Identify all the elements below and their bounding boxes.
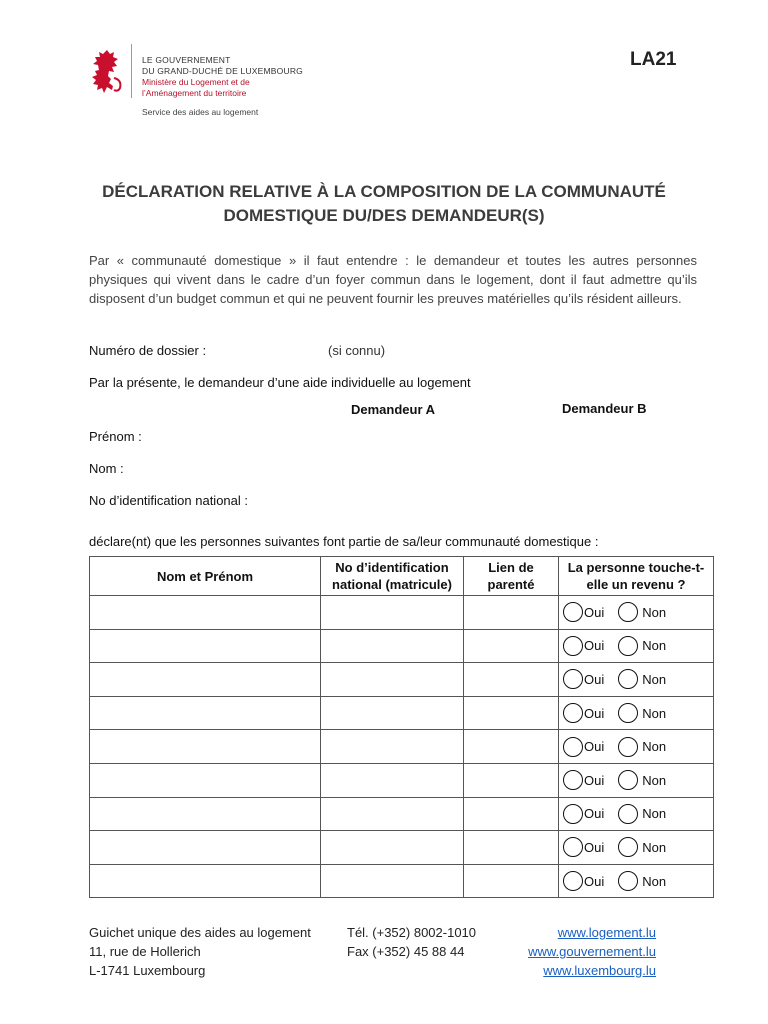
footer-address: [89, 923, 311, 980]
income-no-option[interactable]: [618, 737, 666, 757]
national-id-cell[interactable]: [321, 730, 464, 764]
table-row: [90, 596, 714, 630]
income-no-option[interactable]: [618, 804, 666, 824]
national-id-cell[interactable]: [321, 797, 464, 831]
radio-yes[interactable]: [563, 703, 583, 723]
radio-no[interactable]: [618, 602, 638, 622]
header-relation-line-1: Lien de: [488, 560, 534, 575]
income-yes-option[interactable]: [563, 871, 604, 891]
header-national-id: [321, 557, 464, 596]
table-row: [90, 831, 714, 865]
income-no-option[interactable]: [618, 669, 666, 689]
footer-city: L-1741 Luxembourg: [89, 963, 206, 978]
title-line-2: DOMESTIQUE DU/DES DEMANDEUR(S): [223, 206, 545, 225]
dossier-label: Numéro de dossier :: [89, 343, 207, 358]
table-row: [90, 730, 714, 764]
name-cell[interactable]: [90, 864, 321, 898]
radio-no[interactable]: [618, 669, 638, 689]
footer-street: 11, rue de Hollerich: [89, 944, 201, 959]
radio-yes-label: Oui: [584, 772, 605, 788]
applicant-b-heading: Demandeur B: [562, 401, 647, 416]
intro-paragraph: Par « communauté domestique » il faut entendre : le demandeur et toutes les autres personnes physiques qui vivent dans le cadre d’un foyer commun dans le logement, dont il faut admettre qu’ils disposent d’un budget commun et qui ne peuvent fournir les preuves matérielles qu’ils résident ailleurs.: [89, 253, 697, 306]
income-no-option[interactable]: [618, 602, 666, 622]
ministry-line-1: Ministère du Logement et de: [142, 77, 250, 87]
radio-yes[interactable]: [563, 636, 583, 656]
table-row: [90, 663, 714, 697]
national-id-label: No d’identification national :: [89, 493, 248, 508]
income-yes-option[interactable]: [563, 737, 604, 757]
footer-org: Guichet unique des aides au logement: [89, 925, 311, 940]
relation-cell[interactable]: [464, 663, 559, 697]
logo-line-grand-duchy: DU GRAND-DUCHÉ DE LUXEMBOURG: [142, 66, 303, 76]
relation-cell[interactable]: [464, 831, 559, 865]
header-income: [559, 557, 714, 596]
radio-yes-label: Oui: [584, 839, 605, 855]
radio-yes[interactable]: [563, 602, 583, 622]
name-cell[interactable]: [90, 831, 321, 865]
table-row: [90, 864, 714, 898]
radio-yes-label: Oui: [584, 671, 605, 687]
name-cell[interactable]: [90, 763, 321, 797]
income-no-option[interactable]: [618, 703, 666, 723]
radio-yes[interactable]: [563, 669, 583, 689]
form-code: LA21: [630, 49, 677, 70]
income-cell: [559, 730, 714, 764]
footer-fax: Fax (+352) 45 88 44: [347, 944, 465, 959]
name-cell[interactable]: [90, 730, 321, 764]
radio-yes-label: Oui: [584, 705, 605, 721]
header-national-id-line-2: national (matricule): [332, 577, 452, 592]
income-no-option[interactable]: [618, 770, 666, 790]
logo-line-government: LE GOUVERNEMENT: [142, 55, 231, 65]
ministry-line-2: l’Aménagement du territoire: [142, 88, 247, 98]
income-options: [559, 669, 713, 689]
radio-yes[interactable]: [563, 871, 583, 891]
header-relation: [464, 557, 559, 596]
relation-cell[interactable]: [464, 730, 559, 764]
income-no-option[interactable]: [618, 636, 666, 656]
radio-no-label: Non: [642, 671, 667, 687]
income-yes-option[interactable]: [563, 770, 604, 790]
relation-cell[interactable]: [464, 596, 559, 630]
name-cell[interactable]: [90, 797, 321, 831]
relation-cell[interactable]: [464, 763, 559, 797]
income-yes-option[interactable]: [563, 837, 604, 857]
link-luxembourg[interactable]: www.luxembourg.lu: [543, 963, 656, 978]
national-id-cell[interactable]: [321, 763, 464, 797]
table-body: [90, 596, 714, 898]
footer-tel: Tél. (+352) 8002-1010: [347, 925, 477, 940]
income-cell: [559, 864, 714, 898]
income-yes-option[interactable]: [563, 804, 604, 824]
government-logo-text: [142, 55, 303, 99]
name-cell[interactable]: [90, 663, 321, 697]
radio-no[interactable]: [618, 636, 638, 656]
footer-contact: [347, 923, 476, 961]
relation-cell[interactable]: [464, 864, 559, 898]
radio-yes-label: Oui: [584, 638, 605, 654]
header-income-line-2: elle un revenu ?: [586, 577, 686, 592]
declaration-text: déclare(nt) que les personnes suivantes font partie de sa/leur communauté domestique :: [89, 534, 599, 549]
income-cell: [559, 831, 714, 865]
header-income-line-1: La personne touche-t-: [567, 560, 705, 575]
radio-no-label: Non: [642, 638, 667, 654]
national-id-cell[interactable]: [321, 864, 464, 898]
national-id-cell[interactable]: [321, 696, 464, 730]
radio-yes[interactable]: [563, 804, 583, 824]
radio-yes-label: Oui: [584, 873, 605, 889]
radio-no-label: Non: [642, 772, 667, 788]
income-options: [559, 837, 713, 857]
income-no-option[interactable]: [618, 871, 666, 891]
radio-no[interactable]: [618, 770, 638, 790]
income-options: [559, 871, 713, 891]
table-row: [90, 797, 714, 831]
radio-no[interactable]: [618, 737, 638, 757]
radio-no-label: Non: [642, 604, 667, 620]
header-name: Nom et Prénom: [90, 557, 321, 596]
footer-links: [470, 923, 656, 980]
header-national-id-line-1: No d’identification: [335, 560, 449, 575]
name-cell[interactable]: [90, 596, 321, 630]
income-no-option[interactable]: [618, 837, 666, 857]
income-options: [559, 636, 713, 656]
relation-cell[interactable]: [464, 797, 559, 831]
radio-yes[interactable]: [563, 770, 583, 790]
radio-no[interactable]: [618, 837, 638, 857]
national-id-cell[interactable]: [321, 596, 464, 630]
table-row: [90, 629, 714, 663]
radio-no-label: Non: [642, 705, 667, 721]
income-yes-option[interactable]: [563, 602, 604, 622]
prenom-label: Prénom :: [89, 429, 142, 444]
income-yes-option[interactable]: [563, 636, 604, 656]
household-members-table: [89, 556, 714, 898]
income-cell: [559, 797, 714, 831]
applicant-a-heading: Demandeur A: [351, 402, 436, 417]
radio-no[interactable]: [618, 804, 638, 824]
document-title: [90, 180, 678, 228]
income-cell: [559, 763, 714, 797]
table-row: [90, 763, 714, 797]
radio-no[interactable]: [618, 703, 638, 723]
income-options: [559, 770, 713, 790]
income-options: [559, 602, 713, 622]
luxembourg-lion-icon: [90, 48, 124, 94]
table-row: [90, 696, 714, 730]
dossier-hint: (si connu): [328, 343, 386, 358]
radio-no-label: Non: [642, 839, 667, 855]
radio-yes-label: Oui: [584, 604, 605, 620]
radio-no-label: Non: [642, 806, 667, 822]
nom-label: Nom :: [89, 461, 124, 476]
income-cell: [559, 663, 714, 697]
radio-yes[interactable]: [563, 737, 583, 757]
name-cell[interactable]: [90, 696, 321, 730]
radio-yes-label: Oui: [584, 739, 605, 755]
radio-no-label: Non: [642, 873, 667, 889]
relation-cell[interactable]: [464, 629, 559, 663]
service-name: Service des aides au logement: [142, 107, 259, 117]
income-options: [559, 737, 713, 757]
income-options: [559, 703, 713, 723]
radio-no[interactable]: [618, 871, 638, 891]
income-options: [559, 804, 713, 824]
link-logement[interactable]: www.logement.lu: [557, 925, 656, 940]
income-yes-option[interactable]: [563, 669, 604, 689]
national-id-cell[interactable]: [321, 663, 464, 697]
applicant-statement: Par la présente, le demandeur d’une aide individuelle au logement: [89, 375, 471, 390]
income-cell: [559, 596, 714, 630]
header-relation-line-2: parenté: [487, 577, 535, 592]
income-cell: [559, 696, 714, 730]
radio-no-label: Non: [642, 739, 667, 755]
radio-yes-label: Oui: [584, 806, 605, 822]
logo-divider: [131, 44, 132, 98]
income-yes-option[interactable]: [563, 703, 604, 723]
income-cell: [559, 629, 714, 663]
national-id-cell[interactable]: [321, 629, 464, 663]
link-gouvernement[interactable]: www.gouvernement.lu: [528, 944, 656, 959]
radio-yes[interactable]: [563, 837, 583, 857]
title-line-1: DÉCLARATION RELATIVE À LA COMPOSITION DE LA COMMUNAUTÉ: [102, 182, 666, 201]
name-cell[interactable]: [90, 629, 321, 663]
national-id-cell[interactable]: [321, 831, 464, 865]
table-header-row: [90, 557, 714, 596]
relation-cell[interactable]: [464, 696, 559, 730]
